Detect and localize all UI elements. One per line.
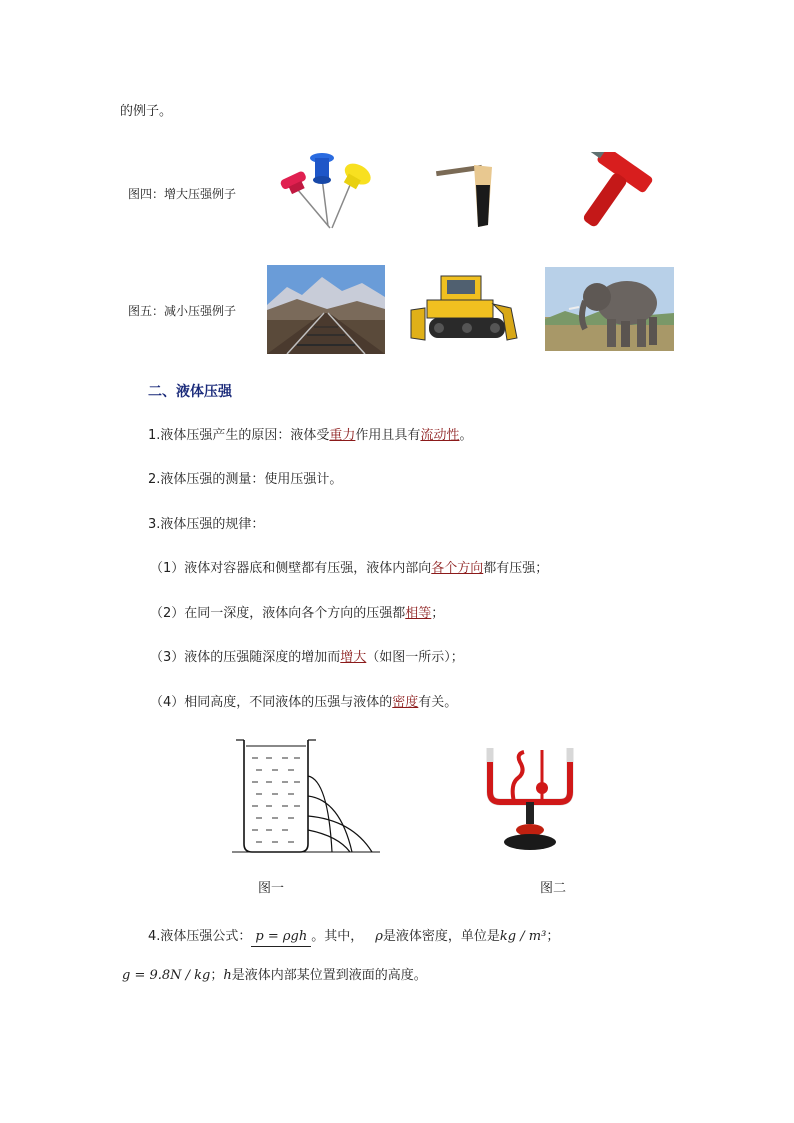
section-title: 二、液体压强 [148, 384, 232, 400]
rule3-pre: （3）液体的压强随深度的增加而 [150, 650, 341, 665]
item4-mid: 。其中， [311, 929, 364, 944]
item1-post: 。 [459, 428, 473, 443]
safety-hammer-image [563, 152, 663, 234]
item2-line: 2.液体压强的测量：使用压强计。 [148, 472, 343, 487]
rule2-post: ； [431, 606, 445, 621]
rule1-post: 都有压强； [483, 561, 549, 576]
item1-blank2: 流动性 [420, 428, 460, 443]
item4-pre: 4.液体压强公式： [148, 929, 252, 944]
rule4-pre: （4）相同高度，不同液体的压强与液体的 [150, 695, 393, 710]
railway-image [267, 265, 385, 354]
formula-p-rho-g-h: p = ρgh [251, 928, 311, 947]
item4-line2 [122, 967, 427, 985]
fig5-label: 图五：减小压强例子 [128, 304, 237, 318]
rule3-blank: 增大 [340, 650, 367, 665]
density-unit: kg / m³ [499, 929, 547, 944]
rule2-line [150, 605, 444, 623]
rule4-post: 有关。 [418, 695, 458, 710]
intro-fragment: 的例子。 [120, 104, 173, 119]
axe-image [434, 155, 499, 230]
rule2-blank: 相等 [405, 606, 432, 621]
h-symbol: h [223, 968, 232, 983]
rule4-line [150, 694, 457, 712]
item1-line [148, 427, 472, 445]
item1-mid: 作用且具有 [355, 428, 421, 443]
rho-text: 是液体密度，单位是 [382, 929, 500, 944]
item1-blank1: 重力 [329, 428, 356, 443]
rule2-pre: （2）在同一深度，液体向各个方向的压强都 [150, 606, 406, 621]
item3-line: 3.液体压强的规律： [148, 517, 265, 532]
fig1-caption: 图一 [258, 881, 285, 896]
rho-symbol: ρ [375, 929, 383, 944]
item4-sep: ； [210, 968, 224, 983]
pushpins-image [270, 150, 380, 232]
item1-pre: 1.液体压强产生的原因：液体受 [148, 428, 330, 443]
fig1-container-diagram [232, 736, 382, 856]
fig2-pressure-gauge [480, 744, 580, 854]
fig4-label: 图四：增大压强例子 [128, 187, 237, 201]
rule3-line [150, 649, 464, 667]
rule4-blank: 密度 [392, 695, 419, 710]
rule1-pre: （1）液体对容器底和侧壁都有压强，液体内部向 [150, 561, 432, 576]
rule1-blank: 各个方向 [431, 561, 484, 576]
h-text: 是液体内部某位置到液面的高度。 [231, 968, 427, 983]
item4-line1 [148, 928, 559, 947]
rule1-line [150, 560, 548, 578]
elephant-image [545, 267, 674, 351]
item4-semicolon: ； [546, 929, 560, 944]
g-formula: g = 9.8N / kg [122, 968, 211, 983]
bulldozer-image [407, 268, 525, 350]
fig2-caption: 图二 [540, 881, 567, 896]
rule3-post: （如图一所示）； [366, 650, 464, 665]
